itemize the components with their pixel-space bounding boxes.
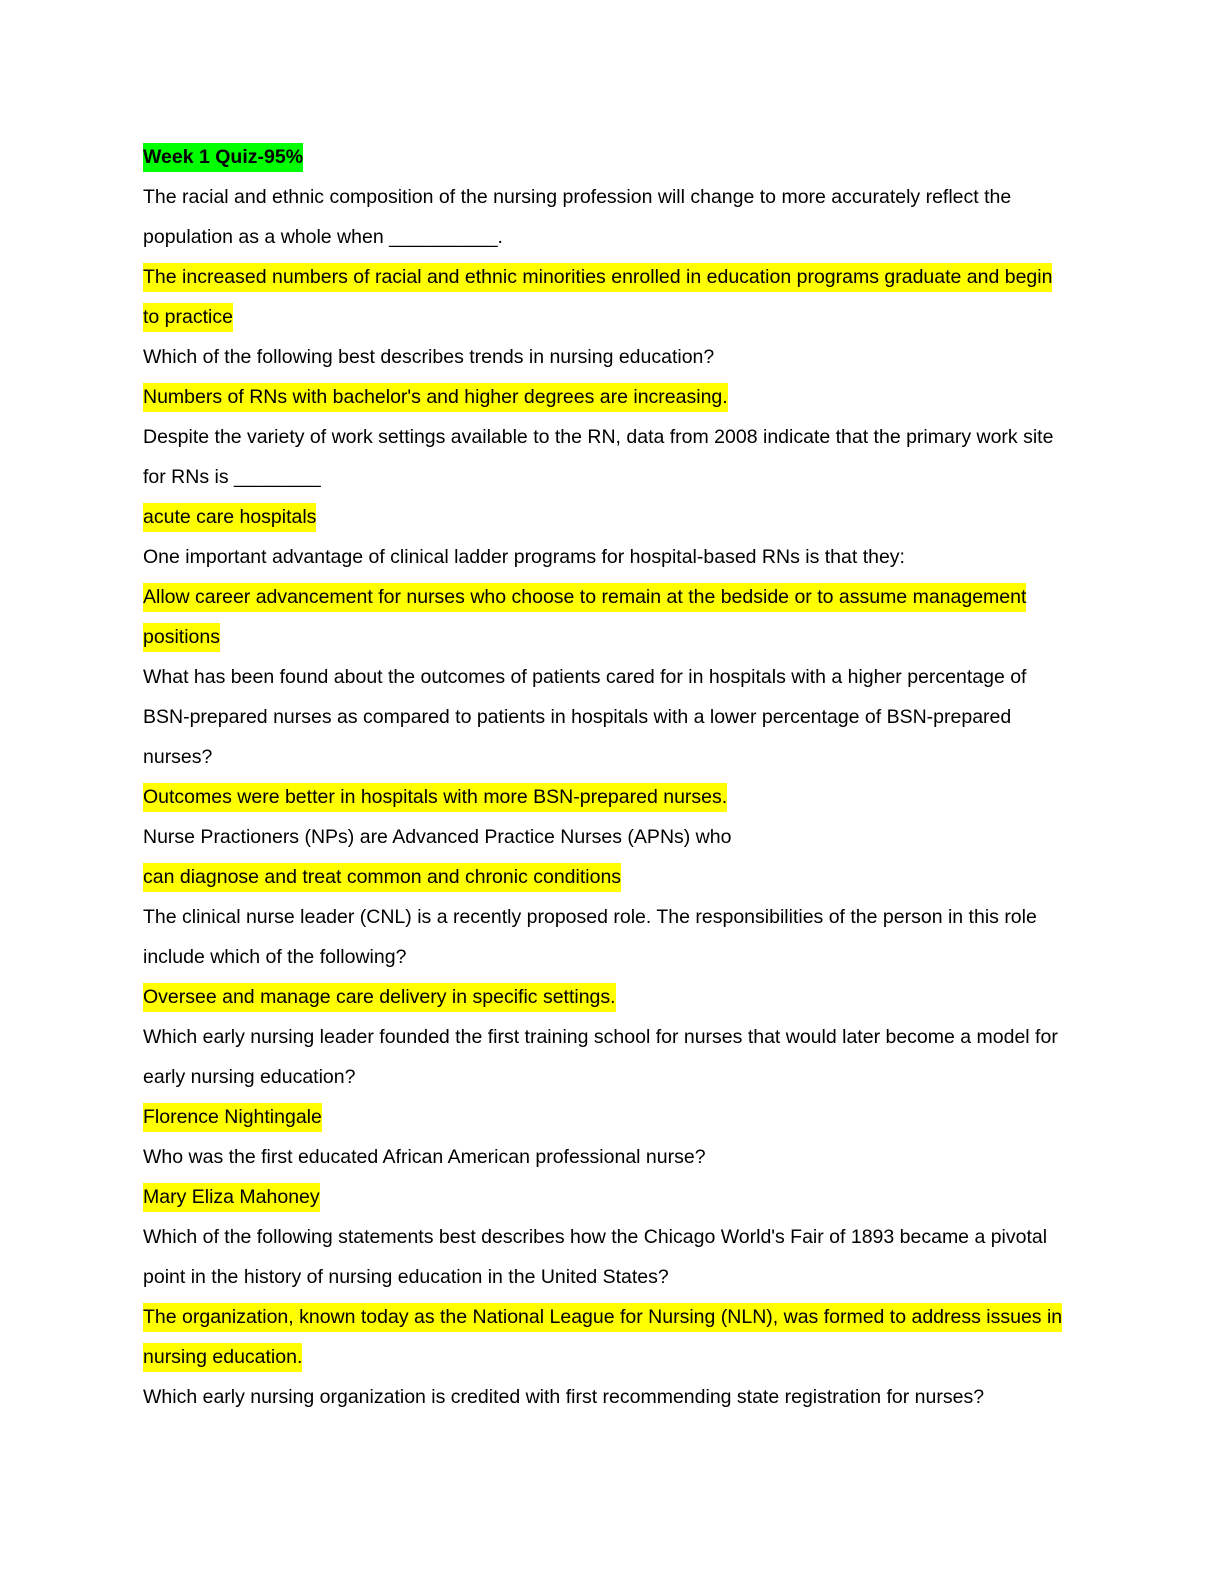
answer-9-text: Mary Eliza Mahoney: [143, 1183, 320, 1212]
question-6: Nurse Practioners (NPs) are Advanced Practice Nurses (APNs) who: [143, 826, 732, 848]
answer-10: [143, 1297, 1073, 1377]
answer-10-text: The organization, known today as the National League for Nursing (NLN), was formed to address issues in nursing education.: [143, 1303, 1062, 1372]
answer-6: [143, 857, 1073, 897]
answer-3: [143, 497, 1073, 537]
question-3: Despite the variety of work settings available to the RN, data from 2008 indicate that the primary work site for RNs is ________: [143, 426, 1054, 488]
question-4: One important advantage of clinical ladder programs for hospital-based RNs is that they:: [143, 546, 905, 568]
answer-8-text: Florence Nightingale: [143, 1103, 322, 1132]
answer-7-text: Oversee and manage care delivery in specific settings.: [143, 983, 616, 1012]
question-5: What has been found about the outcomes of patients cared for in hospitals with a higher percentage of BSN-prepared nurses as compared to patients in hospitals with a lower percentage of BSN-prepared nurses?: [143, 666, 1027, 768]
answer-1: [143, 257, 1073, 337]
answer-2: [143, 377, 1073, 417]
document-title: Week 1 Quiz-95%: [143, 143, 303, 172]
question-1: The racial and ethnic composition of the nursing profession will change to more accurately reflect the population as a whole when __________.: [143, 186, 1012, 248]
question-2: Which of the following best describes trends in nursing education?: [143, 346, 715, 368]
answer-6-text: can diagnose and treat common and chronic conditions: [143, 863, 621, 892]
answer-8: [143, 1097, 1073, 1137]
answer-2-text: Numbers of RNs with bachelor's and higher degrees are increasing.: [143, 383, 728, 412]
question-8: Which early nursing leader founded the first training school for nurses that would later become a model for early nursing education?: [143, 1026, 1058, 1088]
question-10: Which of the following statements best describes how the Chicago World's Fair of 1893 became a pivotal point in the history of nursing education in the United States?: [143, 1226, 1048, 1288]
document-body: [143, 137, 1073, 1417]
answer-5: [143, 777, 1073, 817]
answer-9: [143, 1177, 1073, 1217]
answer-4-text: Allow career advancement for nurses who choose to remain at the bedside or to assume management positions: [143, 583, 1026, 652]
document-title-line: [143, 137, 1073, 177]
answer-5-text: Outcomes were better in hospitals with more BSN-prepared nurses.: [143, 783, 727, 812]
question-11: Which early nursing organization is credited with first recommending state registration for nurses?: [143, 1386, 985, 1408]
answer-1-text: The increased numbers of racial and ethnic minorities enrolled in education programs graduate and begin to practice: [143, 263, 1052, 332]
answer-7: [143, 977, 1073, 1017]
question-9: Who was the first educated African American professional nurse?: [143, 1146, 706, 1168]
question-7: The clinical nurse leader (CNL) is a recently proposed role. The responsibilities of the person in this role include which of the following?: [143, 906, 1037, 968]
answer-4: [143, 577, 1073, 657]
answer-3-text: acute care hospitals: [143, 503, 316, 532]
